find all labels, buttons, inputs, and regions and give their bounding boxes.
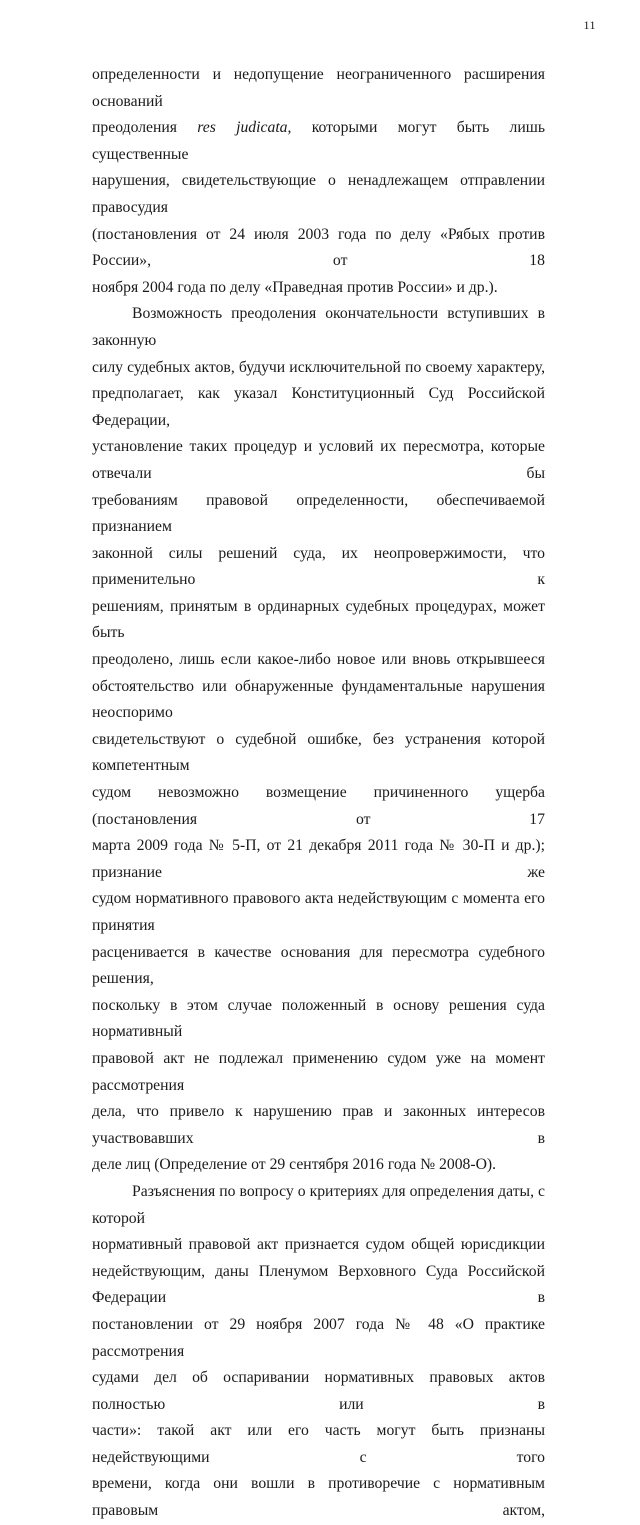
- text-line: [92, 434, 545, 487]
- italic-term: res judicata: [197, 119, 288, 137]
- text-line: [92, 1418, 545, 1471]
- text-line: [92, 168, 545, 221]
- text-line: [92, 1471, 545, 1524]
- text-line: [92, 1099, 545, 1152]
- text-line: [92, 886, 545, 939]
- text-line: [92, 488, 545, 541]
- page-number: 11: [583, 18, 596, 32]
- paragraph: [92, 62, 545, 301]
- text-line: [92, 647, 545, 674]
- text-run: времени, когда они вошли в противоречие с нормативным правовым актом,: [92, 1475, 545, 1520]
- paragraph: [92, 1179, 545, 1525]
- text-run: требованиям правовой определенности, обеспечиваемой признанием: [92, 491, 545, 536]
- text-line: [92, 115, 545, 168]
- text-line: [92, 541, 545, 594]
- text-line: [92, 674, 545, 727]
- text-line: [92, 301, 545, 354]
- text-line: [92, 1259, 545, 1312]
- text-run: (постановления от 24 июля 2003 года по делу «Рябых против России», от 18: [92, 225, 545, 270]
- text-run: Возможность преодоления окончательности вступивших в законную: [92, 305, 545, 349]
- text-run: судом невозможно возмещение причиненного ущерба (постановления от 17: [92, 784, 545, 828]
- text-line: [92, 62, 545, 115]
- text-run: законной силы решений суда, их неопровержимости, что применительно к: [92, 544, 545, 589]
- text-line: [92, 1312, 545, 1365]
- text-run: , которыми могут быть лишь существенные: [92, 119, 545, 163]
- text-line: [92, 940, 545, 993]
- text-line: [92, 833, 545, 886]
- text-line: [92, 727, 545, 780]
- text-run: марта 2009 года № 5-П, от 21 декабря 2011 года № 30-П и др.); признание же: [92, 837, 545, 881]
- text-run: силу судебных актов, будучи исключительной по своему характеру,: [92, 358, 545, 376]
- text-run: недействующим, даны Пленумом Верховного Суда Российской Федерации в: [92, 1262, 545, 1307]
- text-run: нормативный правовой акт признается судом общей юрисдикции: [92, 1236, 545, 1254]
- text-run: преодоления: [92, 119, 198, 137]
- text-run: расценивается в качестве основания для пересмотра судебного решения,: [92, 943, 545, 988]
- text-line: [92, 275, 545, 302]
- text-run: ноября 2004 года по делу «Праведная против России» и др.).: [92, 278, 498, 296]
- text-run: судом нормативного правового акта недействующим с момента его принятия: [92, 890, 545, 934]
- text-run: деле лиц (Определение от 29 сентября 2016 года № 2008-О).: [92, 1156, 497, 1174]
- text-run: решениям, принятым в ординарных судебных процедурах, может быть: [92, 597, 545, 642]
- text-run: судами дел об оспаривании нормативных правовых актов полностью или в: [92, 1369, 545, 1413]
- text-run: части»: такой акт или его часть могут быть признаны недействующими с того: [92, 1422, 545, 1466]
- text-run: определенности и недопущение неограниченного расширения оснований: [92, 66, 545, 110]
- text-run: предполагает, как указал Конституционный Суд Российской Федерации,: [92, 385, 545, 429]
- paragraph: [92, 301, 545, 1179]
- text-line: [92, 381, 545, 434]
- text-run: свидетельствуют о судебной ошибке, без устранения которой компетентным: [92, 730, 545, 775]
- text-line: [92, 780, 545, 833]
- text-run: дела, что привело к нарушению прав и законных интересов участвовавших в: [92, 1103, 545, 1147]
- text-line: [92, 1046, 545, 1099]
- text-run: нарушения, свидетельствующие о ненадлежащем отправлении правосудия: [92, 172, 545, 216]
- text-run: обстоятельство или обнаруженные фундаментальные нарушения неоспоримо: [92, 677, 545, 722]
- document-body: [92, 62, 545, 1525]
- text-run: преодолено, лишь если какое-либо новое или вновь открывшееся: [92, 651, 545, 669]
- text-line: [92, 222, 545, 275]
- text-line: [92, 1232, 545, 1259]
- text-run: Разъяснения по вопросу о критериях для определения даты, с которой: [92, 1182, 545, 1227]
- text-run: установление таких процедур и условий их пересмотра, которые отвечали бы: [92, 438, 545, 482]
- text-line: [92, 1179, 545, 1232]
- text-line: [92, 993, 545, 1046]
- text-run: правовой акт не подлежал применению судом уже на момент рассмотрения: [92, 1049, 545, 1094]
- text-line: [92, 1152, 545, 1179]
- text-run: постановлении от 29 ноября 2007 года № 48 «О практике рассмотрения: [92, 1315, 545, 1360]
- text-run: поскольку в этом случае положенный в основу решения суда нормативный: [92, 996, 545, 1041]
- text-line: [92, 594, 545, 647]
- text-line: [92, 1365, 545, 1418]
- text-line: [92, 355, 545, 382]
